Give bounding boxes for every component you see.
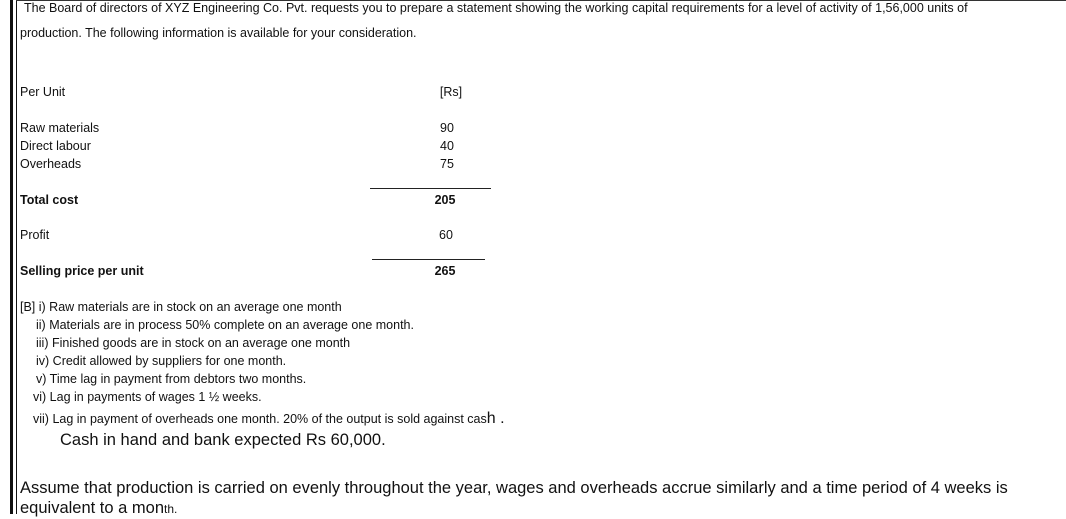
profit-label: Profit [20,228,50,242]
note-item: [B] i) Raw materials are in stock on an average one month [20,300,342,314]
table-header-unit: [Rs] [439,85,463,99]
row-label-overheads: Overheads [20,157,82,171]
row-label-raw-materials: Raw materials [20,121,100,135]
profit-value: 60 [439,228,453,242]
note-item-last-text: vii) Lag in payment of overheads one month. 20% of the output is sold against cas [33,412,487,426]
total-rule [372,259,485,260]
intro-line-1: The Board of directors of XYZ Engineering Co. Pvt. requests you to prepare a statement showing the working capital requirements for a level of activity of 1,56,000 units of [24,1,968,15]
assume-line-1: Assume that production is carried on evenly throughout the year, wages and overheads accrue similarly and a time period of 4 weeks is [20,479,1008,497]
assume-line-2 [20,498,177,519]
note-item: iii) Finished goods are in stock on an average one month [36,336,351,350]
note-item: iv) Credit allowed by suppliers for one month. [36,354,287,368]
note-item: ii) Materials are in process 50% complete on an average one month. [36,318,414,332]
note-item-last [33,411,505,427]
row-value-direct-labour: 40 [440,139,454,153]
cash-line: Cash in hand and bank expected Rs 60,000. [60,431,386,449]
note-item-last-tail: h . [486,410,505,427]
intro-line-2: production. The following information is available for your consideration. [20,26,417,40]
subtotal-rule [370,188,491,189]
note-item: vi) Lag in payments of wages 1 ½ weeks. [33,390,262,404]
row-label-direct-labour: Direct labour [20,139,91,153]
page-border-left [10,0,13,514]
row-value-raw-materials: 90 [440,121,454,135]
total-cost-value: 205 [434,193,456,207]
row-value-overheads: 75 [440,157,454,171]
total-cost-label: Total cost [20,193,79,207]
selling-price-label: Selling price per unit [20,264,144,278]
selling-price-value: 265 [434,264,456,278]
page-border-inner [16,0,17,514]
table-header-label: Per Unit [20,85,66,99]
assume-line-2-a: equivalent to a mon [20,499,165,517]
note-item: v) Time lag in payment from debtors two months. [36,372,307,386]
assume-line-2-b: th. [164,502,178,516]
